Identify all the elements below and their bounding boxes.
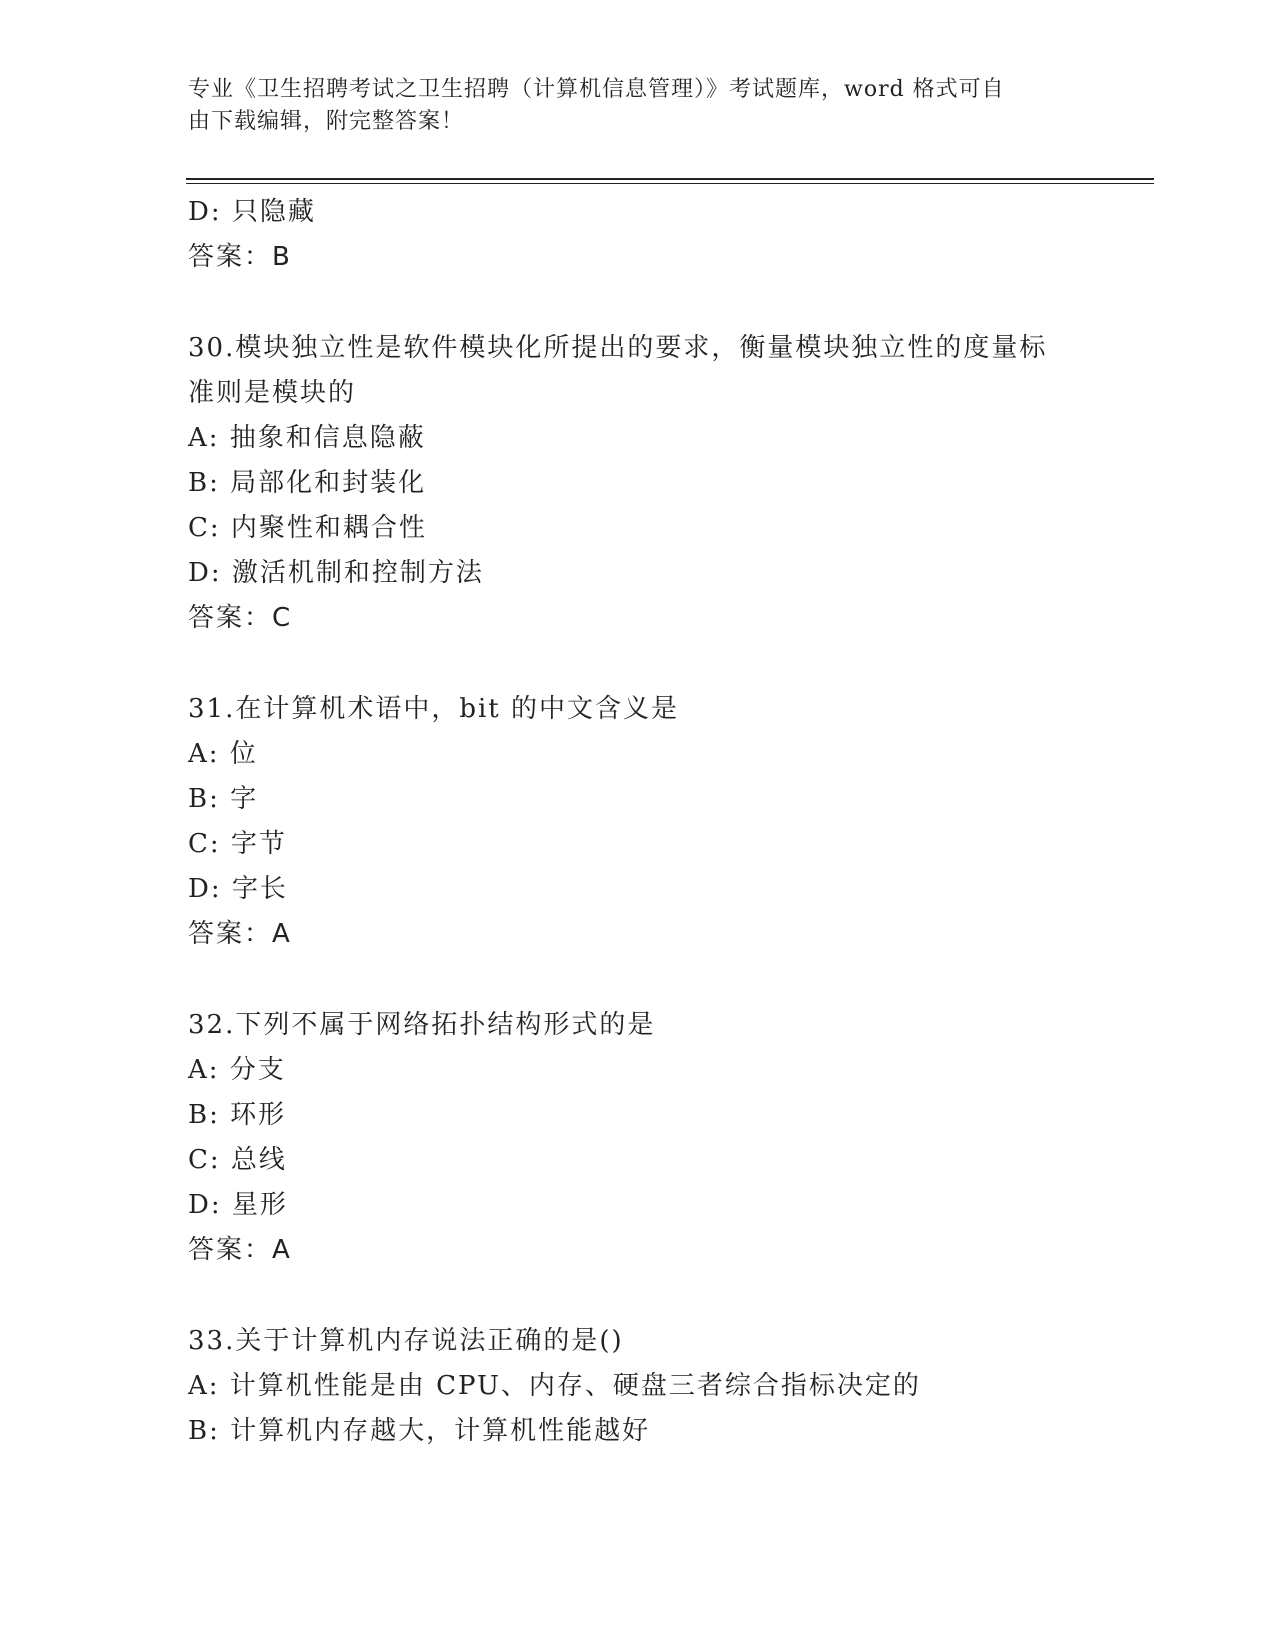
question-list <box>188 190 1088 1454</box>
question-30-text-cont: 准则是模块的 <box>188 378 357 408</box>
header-divider <box>186 178 1154 180</box>
document-header <box>188 74 1068 138</box>
spacer <box>188 641 1088 687</box>
header-line-2: 由下载编辑，附完整答案！ <box>188 109 465 134</box>
question-30-option-b: B: 局部化和封装化 <box>188 468 427 498</box>
question-31-text: 31.在计算机术语中，bit 的中文含义是 <box>188 694 680 724</box>
question-31-option-c: C: 字节 <box>188 829 287 859</box>
question-32-option-d: D: 星形 <box>188 1190 288 1220</box>
question-33-option-b: B: 计算机内存越大，计算机性能越好 <box>188 1416 651 1446</box>
question-32-text: 32.下列不属于网络拓扑结构形式的是 <box>188 1010 656 1040</box>
question-33-option-a: A: 计算机性能是由 CPU、内存、硬盘三者综合指标决定的 <box>188 1371 921 1401</box>
question-30-option-c: C: 内聚性和耦合性 <box>188 513 427 543</box>
prev-answer: 答案：B <box>188 242 292 272</box>
question-30-answer: 答案：C <box>188 603 293 633</box>
question-32-answer: 答案：A <box>188 1235 292 1265</box>
header-divider-thin <box>186 183 1154 184</box>
question-30-option-a: A: 抽象和信息隐蔽 <box>188 423 426 453</box>
question-32-option-c: C: 总线 <box>188 1145 287 1175</box>
question-30-text: 30.模块独立性是软件模块化所提出的要求，衡量模块独立性的度量标 <box>188 333 1048 363</box>
question-31-option-b: B: 字 <box>188 784 259 814</box>
spacer <box>188 1273 1088 1319</box>
question-31-option-d: D: 字长 <box>188 874 288 904</box>
question-33-text: 33.关于计算机内存说法正确的是() <box>188 1326 624 1356</box>
spacer <box>188 280 1088 326</box>
question-31-answer: 答案：A <box>188 919 292 949</box>
question-32-option-b: B: 环形 <box>188 1100 287 1130</box>
question-32-option-a: A: 分支 <box>188 1055 286 1085</box>
question-31-option-a: A: 位 <box>188 739 258 769</box>
question-30-option-d: D: 激活机制和控制方法 <box>188 558 484 588</box>
header-line-1: 专业《卫生招聘考试之卫生招聘（计算机信息管理）》考试题库，word 格式可自 <box>188 77 1005 102</box>
spacer <box>188 957 1088 1003</box>
prev-option-d: D: 只隐藏 <box>188 197 316 227</box>
